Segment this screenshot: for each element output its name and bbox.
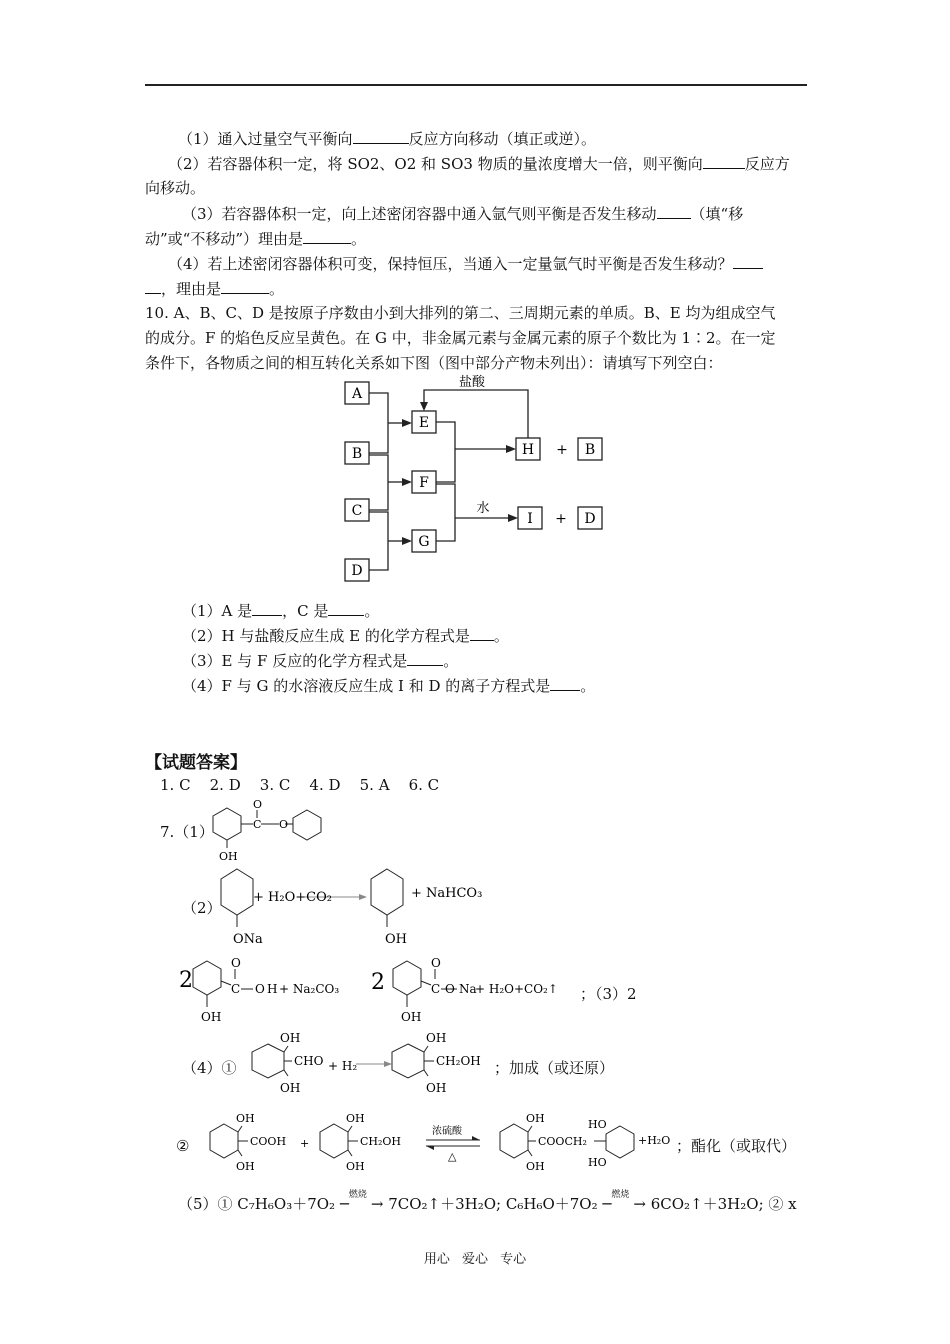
answer-blank[interactable]: [657, 203, 691, 219]
q9-part4-cont: ，理由是 。: [145, 278, 284, 299]
answer-blank[interactable]: [303, 228, 351, 244]
svg-text:+: +: [300, 1137, 310, 1150]
box-E: E: [418, 415, 430, 431]
box-F: F: [419, 475, 429, 491]
svg-text:COOH: COOH: [250, 1135, 287, 1148]
plus-sign: +: [556, 442, 568, 458]
q9-part1: （1）通入过量空气平衡向 反应方向移动（填正或逆）。: [178, 130, 597, 148]
svg-text:COOCH₂: COOCH₂: [538, 1135, 587, 1148]
answer-blank[interactable]: [353, 128, 409, 144]
answer-7-3: ；（3）2: [580, 985, 637, 1003]
svg-text:OH: OH: [385, 932, 407, 947]
svg-text:O: O: [431, 956, 441, 970]
svg-text:OH: OH: [201, 1010, 222, 1024]
answer-7-5: （5）① C₇H₆O₃＋7O₂ ─ 燃烧 → 7CO₂↑＋3H₂O; C₆H₆O＋7O₂ ─ 燃烧 → 6CO₂↑＋3H₂O; ② x: [178, 1194, 797, 1214]
svg-text:Na: Na: [459, 982, 477, 996]
answer-7-4b-label: ②: [176, 1137, 190, 1155]
svg-text:OH: OH: [280, 1081, 301, 1095]
svg-text:HO: HO: [588, 1156, 607, 1169]
answer-blank[interactable]: [407, 650, 443, 666]
box-I: I: [527, 511, 533, 527]
svg-text:+ Na₂CO₃: + Na₂CO₃: [279, 982, 340, 996]
box-D: D: [351, 563, 363, 579]
q9-part3: （3）若容器体积一定，向上述密闭容器中通入氩气则平衡是否发生移动 （填“移: [182, 205, 744, 223]
svg-text:C: C: [431, 982, 441, 996]
svg-text:H: H: [267, 982, 278, 996]
svg-text:CHO: CHO: [294, 1054, 324, 1068]
svg-text:CH₂OH: CH₂OH: [360, 1135, 402, 1148]
svg-text:OH: OH: [346, 1112, 365, 1125]
q10-sub3: （3）E 与 F 反应的化学方程式是 。: [182, 652, 459, 670]
svg-text:+ H₂O+CO₂↑: + H₂O+CO₂↑: [475, 982, 558, 996]
answer-blank[interactable]: [252, 600, 282, 616]
answer-7-2-label: （2）: [182, 899, 222, 917]
q10-line1: 10. A、B、C、D 是按原子序数由小到大排列的第二、三周期元素的单质。B、E 均为组成空气: [145, 304, 776, 322]
svg-text:O: O: [231, 956, 241, 970]
burn-label: 燃烧: [348, 1190, 367, 1200]
q10-sub4: （4）F 与 G 的水溶液反应生成 I 和 D 的离子方程式是 。: [182, 677, 596, 695]
box-G: G: [418, 534, 430, 550]
answer-7-4-label: （4）①: [182, 1059, 237, 1077]
svg-text:OH: OH: [219, 850, 238, 863]
answers-title: 【试题答案】: [145, 753, 247, 773]
svg-text:C: C: [231, 982, 241, 996]
aldehyde-reduction-equation: [240, 1030, 500, 1098]
box-H: H: [521, 442, 535, 458]
page-footer: 用心 爱心 专心: [423, 1252, 527, 1267]
svg-text:C: C: [253, 818, 262, 831]
svg-text:OH: OH: [526, 1112, 545, 1125]
salicylic-acid-carbonate-equation: [175, 955, 635, 1027]
svg-text:O: O: [279, 818, 289, 831]
svg-text:2: 2: [179, 968, 193, 993]
header-rule: [145, 84, 807, 86]
svg-text:△: △: [448, 1150, 457, 1163]
q10-sub1: （1）A 是 ，C 是 。: [182, 602, 380, 620]
svg-text:O: O: [255, 982, 265, 996]
svg-text:OH: OH: [280, 1031, 301, 1045]
q10-line2: 的成分。F 的焰色反应呈黄色。在 G 中，非金属元素与金属元素的原子个数比为 1∶2。在一定: [145, 329, 776, 347]
q10-line3: 条件下，各物质之间的相互转化关系如下图（图中部分产物未列出）：请填写下列空白：: [145, 354, 723, 372]
svg-text:+ H₂O+CO₂: + H₂O+CO₂: [253, 890, 332, 905]
label-hcl: 盐酸: [458, 375, 486, 390]
reaction-flow-diagram: [330, 372, 620, 588]
box-A: A: [351, 386, 363, 402]
svg-text:2: 2: [371, 970, 385, 995]
answer-blank[interactable]: [328, 600, 364, 616]
svg-text:OH: OH: [346, 1160, 365, 1173]
q10-sub2: （2）H 与盐酸反应生成 E 的化学方程式是 。: [182, 627, 509, 645]
svg-text:+ H₂: + H₂: [328, 1059, 358, 1073]
label-water: 水: [476, 501, 490, 516]
box-B: B: [351, 446, 363, 462]
svg-text:OH: OH: [526, 1160, 545, 1173]
answer-blank[interactable]: [145, 278, 161, 294]
mc-answers: 1. C 2. D 3. C 4. D 5. A 6. C: [160, 776, 440, 794]
answer-7-4-type: ；加成（或还原）: [494, 1059, 615, 1077]
structure-phenyl-salicylate: [205, 800, 335, 866]
answer-blank[interactable]: [733, 253, 763, 269]
answer-blank[interactable]: [550, 675, 580, 691]
svg-text:+ NaHCO₃: + NaHCO₃: [411, 886, 483, 901]
svg-text:OH: OH: [426, 1031, 447, 1045]
answer-blank[interactable]: [470, 625, 494, 641]
box-C: C: [351, 503, 363, 519]
answer-blank[interactable]: [703, 153, 745, 169]
q9-part2: （2）若容器体积一定，将 SO2、O2 和 SO3 物质的量浓度增大一倍，则平衡向 反应方: [168, 155, 790, 173]
answer-blank[interactable]: [221, 278, 269, 294]
svg-text:+H₂O: +H₂O: [638, 1134, 671, 1147]
svg-text:HO: HO: [588, 1118, 607, 1131]
svg-text:OH: OH: [426, 1081, 447, 1095]
box-B-product: B: [584, 442, 596, 458]
phenoxide-to-phenol-equation: [215, 865, 515, 949]
svg-text:OH: OH: [401, 1010, 422, 1024]
answer-7-label: 7.（1）: [160, 823, 214, 841]
svg-text:CH₂OH: CH₂OH: [436, 1054, 481, 1068]
esterification-equation: [196, 1110, 696, 1176]
q9-part3-cont: 动”或“不移动”）理由是 。: [145, 230, 367, 248]
burn-label: 燃烧: [611, 1190, 630, 1200]
svg-text:浓硫酸: 浓硫酸: [432, 1126, 462, 1137]
q9-part4: （4）若上述密闭容器体积可变，保持恒压，当通入一定量氩气时平衡是否发生移动？: [168, 253, 763, 274]
svg-text:ONa: ONa: [233, 932, 263, 947]
svg-text:OH: OH: [236, 1160, 255, 1173]
q9-part2-cont: 向移动。: [145, 179, 206, 197]
svg-text:O: O: [445, 982, 455, 996]
svg-text:OH: OH: [236, 1112, 255, 1125]
box-D-product: D: [584, 511, 596, 527]
svg-text:O: O: [253, 800, 263, 811]
plus-sign: +: [555, 511, 567, 527]
answer-7-4b-type: ；酯化（或取代）: [676, 1137, 797, 1155]
